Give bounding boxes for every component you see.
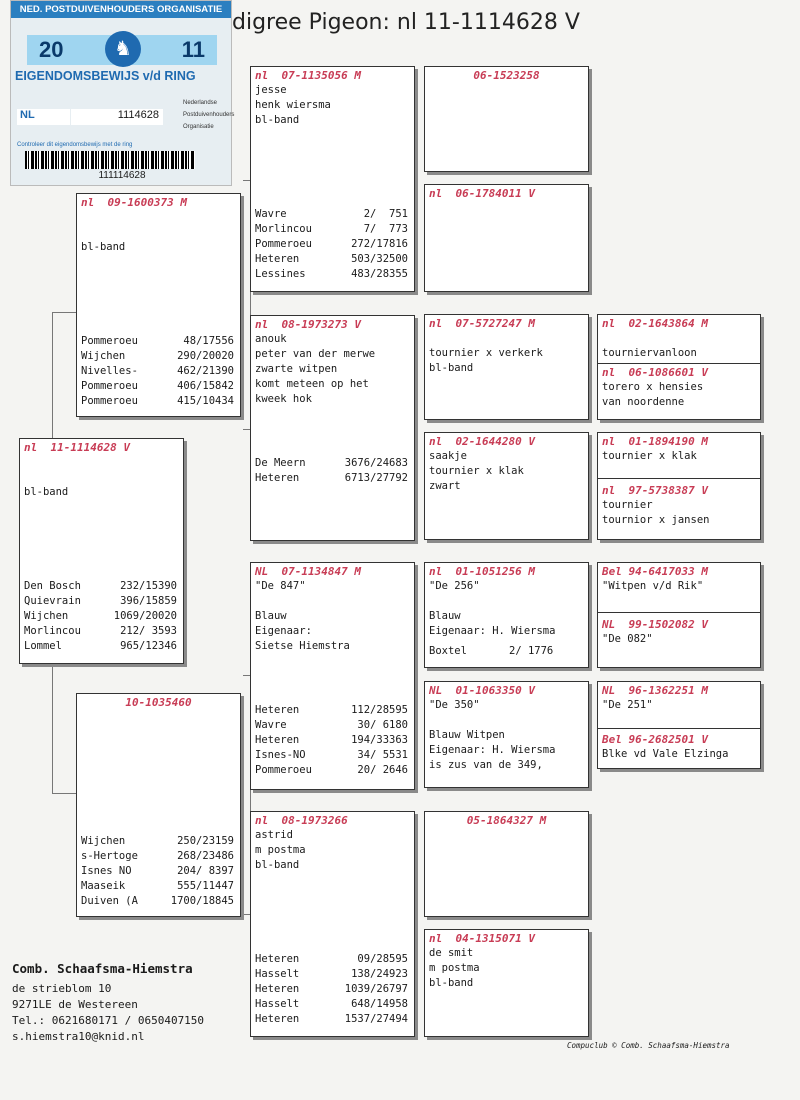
owner-postcode: 9271LE de Westereen <box>12 998 138 1011</box>
pigeon-note <box>429 713 584 728</box>
pigeon-note: tournier x verkerk <box>429 347 543 359</box>
result-row: s-Hertoge 268/23486 <box>81 850 234 862</box>
card-divider <box>598 612 760 613</box>
pigeon-note: komt meteen op het <box>255 378 369 390</box>
pedigree-card-dam-sire[interactable] <box>250 562 415 790</box>
ring-number: nl 01-1051256 M <box>429 565 535 578</box>
pigeon-note: Blauw <box>255 610 287 622</box>
pedigree-card-dsd[interactable] <box>424 681 589 788</box>
pedigree-card-pair-sdd[interactable] <box>597 432 761 540</box>
pedigree-card-pair-dsd[interactable] <box>597 681 761 769</box>
pigeon-note: tournior x jansen <box>602 514 710 526</box>
ring-number: nl 06-1086601 V <box>602 366 708 379</box>
ring-number: nl 04-1315071 V <box>429 932 535 945</box>
pedigree-card-subject[interactable] <box>19 438 184 664</box>
pedigree-card-sire-dam[interactable] <box>250 315 415 541</box>
ring-number: nl 07-1135056 M <box>255 69 361 82</box>
sticker-year-band <box>27 35 217 65</box>
card-divider <box>598 363 760 364</box>
pigeon-note: "De 082" <box>602 633 653 645</box>
sticker-year-right: 11 <box>181 37 205 62</box>
pigeon-note <box>255 594 410 609</box>
result-row: Maaseik 555/11447 <box>81 880 234 892</box>
page-title: digree Pigeon: nl 11-1114628 V <box>232 10 580 35</box>
pigeon-note: Eigenaar: <box>255 625 312 637</box>
pigeon-note: peter van der merwe <box>255 348 376 360</box>
ring-number: nl 08-1973266 <box>255 814 348 827</box>
ring-number: Bel 96-2682501 V <box>602 733 708 746</box>
pedigree-card-sss[interactable] <box>424 66 589 172</box>
pigeon-note: torero x hensies <box>602 381 704 393</box>
result-row: Pommeroeu 406/15842 <box>81 380 234 392</box>
owner-name: Comb. Schaafsma-Hiemstra <box>12 961 193 976</box>
pedigree-card-dam[interactable] <box>76 693 241 917</box>
result-row: Nivelles- 462/21390 <box>81 365 234 377</box>
footer-credit: Compuclub © Comb. Schaafsma-Hiemstra <box>567 1041 730 1050</box>
ring-number: nl 97-5738387 V <box>602 484 708 497</box>
pigeon-note: Blke vd Vale Elzinga <box>602 748 729 760</box>
pigeon-note: tournier <box>602 499 653 511</box>
results-list <box>81 334 234 409</box>
ring-number: 05-1864327 M <box>466 814 547 827</box>
connector-subject-sire <box>52 312 79 440</box>
pigeon-note: is zus van de 349, <box>429 759 543 771</box>
result-row: Hasselt 138/24923 <box>255 968 408 980</box>
pigeon-note: Sietse Hiemstra <box>255 640 350 652</box>
card-divider <box>598 478 760 479</box>
ring-number: Bel 94-6417033 M <box>602 565 708 578</box>
results-list <box>255 456 408 486</box>
pigeon-note: tournier x klak <box>602 450 697 462</box>
ring-number: nl 09-1600373 M <box>81 196 187 209</box>
pedigree-card-sire[interactable] <box>76 193 241 417</box>
pigeon-note: "Witpen v/d Rik" <box>602 580 704 592</box>
result-row: Heteren 6713/27792 <box>255 472 408 484</box>
result-row: Morlincou 212/ 3593 <box>24 625 177 637</box>
pedigree-card-ddd[interactable] <box>424 929 589 1037</box>
pigeon-note: bl-band <box>429 362 474 374</box>
card-divider <box>598 728 760 729</box>
lion-emblem-icon: ♞ <box>105 31 141 67</box>
sticker-side-line: Postduivenhouders <box>183 112 235 118</box>
sticker-side-line: Organisatie <box>183 124 214 130</box>
result-row: Pommeroeu 272/17816 <box>255 238 408 250</box>
pigeon-note: jesse <box>255 84 287 96</box>
result-row: Isnes-NO 34/ 5531 <box>255 749 408 761</box>
ring-number: nl 02-1644280 V <box>429 435 535 448</box>
pigeon-note: "De 256" <box>429 580 480 592</box>
pedigree-card-dds[interactable] <box>424 811 589 917</box>
result-row: Wijchen 1069/20020 <box>24 610 177 622</box>
result-row: Quievrain 396/15859 <box>24 595 177 607</box>
result-row: Morlincou 7/ 773 <box>255 223 408 235</box>
pigeon-note: astrid <box>255 829 293 841</box>
result-row: Heteren 1537/27494 <box>255 1013 408 1025</box>
pigeon-note: Eigenaar: H. Wiersma <box>429 625 556 637</box>
result-row: De Meern 3676/24683 <box>255 457 408 469</box>
pedigree-card-pair-sds[interactable] <box>597 314 761 420</box>
pigeon-note: kweek hok <box>255 393 312 405</box>
pedigree-card-ssd[interactable] <box>424 184 589 292</box>
pigeon-note: "De 251" <box>602 699 653 711</box>
ring-number: NL 07-1134847 M <box>255 565 361 578</box>
pigeon-note: bl-band <box>81 241 126 253</box>
pigeon-note: "De 350" <box>429 699 480 711</box>
pigeon-note: bl-band <box>255 859 300 871</box>
pigeon-note: zwart <box>429 480 461 492</box>
pigeon-note: van noordenne <box>602 396 685 408</box>
sticker-side-text <box>183 97 234 133</box>
pigeon-note: anouk <box>255 333 287 345</box>
result-row: Wijchen 250/23159 <box>81 835 234 847</box>
pigeon-note: de smit <box>429 947 474 959</box>
pedigree-card-sire-sire[interactable] <box>250 66 415 292</box>
pedigree-card-sdd[interactable] <box>424 432 589 540</box>
ring-number: nl 02-1643864 M <box>602 317 708 330</box>
sticker-side-line: Nederlandse <box>183 100 218 106</box>
ring-number: nl 01-1894190 M <box>602 435 708 448</box>
pigeon-note: bl-band <box>429 977 474 989</box>
results-list <box>255 703 408 778</box>
pedigree-card-dss[interactable] <box>424 562 589 668</box>
pigeon-note: tournier x klak <box>429 465 524 477</box>
ring-number: nl 11-1114628 V <box>24 441 130 454</box>
result-row: Duiven (A 1700/18845 <box>81 895 234 907</box>
pigeon-note: Blauw Witpen <box>429 729 505 741</box>
owner-phone: Tel.: 0621680171 / 0650407150 <box>12 1014 205 1027</box>
sticker-number: 1114628 <box>71 109 163 125</box>
result-row: Hasselt 648/14958 <box>255 998 408 1010</box>
result-row: Boxtel 2/ 1776 <box>429 645 554 657</box>
results-list <box>429 644 582 659</box>
sticker-year-left: 20 <box>39 37 64 62</box>
owner-address: de strieblom 10 <box>12 982 112 995</box>
pigeon-note <box>602 331 756 346</box>
pigeon-note <box>429 594 584 609</box>
pigeon-note: bl-band <box>255 114 300 126</box>
ring-certificate-sticker <box>10 0 235 186</box>
result-row: Heteren 1039/26797 <box>255 983 408 995</box>
pigeon-note: tourniervanloon <box>602 347 697 359</box>
result-row: Wavre 2/ 751 <box>255 208 408 220</box>
barcode-number: 111114628 <box>98 170 146 181</box>
result-row: Lommel 965/12346 <box>24 640 177 652</box>
pigeon-note: bl-band <box>24 486 69 498</box>
sticker-org: NED. POSTDUIVENHOUDERS ORGANISATIE <box>11 1 231 18</box>
results-list <box>255 952 408 1027</box>
ring-number: NL 01-1063350 V <box>429 684 535 697</box>
pigeon-note: "De 847" <box>255 580 306 592</box>
ring-number: NL 99-1502082 V <box>602 618 708 631</box>
sticker-country: NL <box>17 109 70 125</box>
pigeon-note: saakje <box>429 450 467 462</box>
results-list <box>24 579 177 654</box>
pigeon-note: m postma <box>429 962 480 974</box>
result-row: Isnes NO 204/ 8397 <box>81 865 234 877</box>
results-list <box>255 207 408 282</box>
result-row: Heteren 503/32500 <box>255 253 408 265</box>
pedigree-card-sds[interactable] <box>424 314 589 420</box>
ring-number: NL 96-1362251 M <box>602 684 708 697</box>
results-list <box>81 834 234 909</box>
ring-number: 10-1035460 <box>125 696 192 709</box>
ring-number: nl 07-5727247 M <box>429 317 535 330</box>
pedigree-card-dam-dam[interactable] <box>250 811 415 1037</box>
sticker-note: Controleer dit eigendomsbewijs met de ring <box>17 142 133 148</box>
pedigree-card-pair-dss[interactable] <box>597 562 761 668</box>
pigeon-note: Blauw <box>429 610 461 622</box>
result-row: Heteren 194/33363 <box>255 734 408 746</box>
pigeon-note: zwarte witpen <box>255 363 338 375</box>
ring-number: nl 06-1784011 V <box>429 187 535 200</box>
connector-subject-dam <box>52 664 79 794</box>
ring-number: 06-1523258 <box>473 69 540 82</box>
ring-number: nl 08-1973273 V <box>255 318 361 331</box>
pigeon-note: Eigenaar: H. Wiersma <box>429 744 556 756</box>
owner-email: s.hiemstra10@knid.nl <box>12 1030 145 1043</box>
result-row: Heteren 09/28595 <box>255 953 408 965</box>
barcode <box>25 151 195 169</box>
pigeon-note: m postma <box>255 844 306 856</box>
result-row: Pommeroeu 48/17556 <box>81 335 234 347</box>
result-row: Heteren 112/28595 <box>255 704 408 716</box>
result-row: Pommeroeu 20/ 2646 <box>255 764 408 776</box>
result-row: Wavre 30/ 6180 <box>255 719 408 731</box>
pigeon-note <box>429 331 584 346</box>
result-row: Pommeroeu 415/10434 <box>81 395 234 407</box>
owner-info <box>12 961 204 1045</box>
result-row: Den Bosch 232/15390 <box>24 580 177 592</box>
pigeon-note: henk wiersma <box>255 99 331 111</box>
sticker-cert-title: EIGENDOMSBEWIJS v/d RING <box>15 69 196 83</box>
result-row: Lessines 483/28355 <box>255 268 408 280</box>
result-row: Wijchen 290/20020 <box>81 350 234 362</box>
